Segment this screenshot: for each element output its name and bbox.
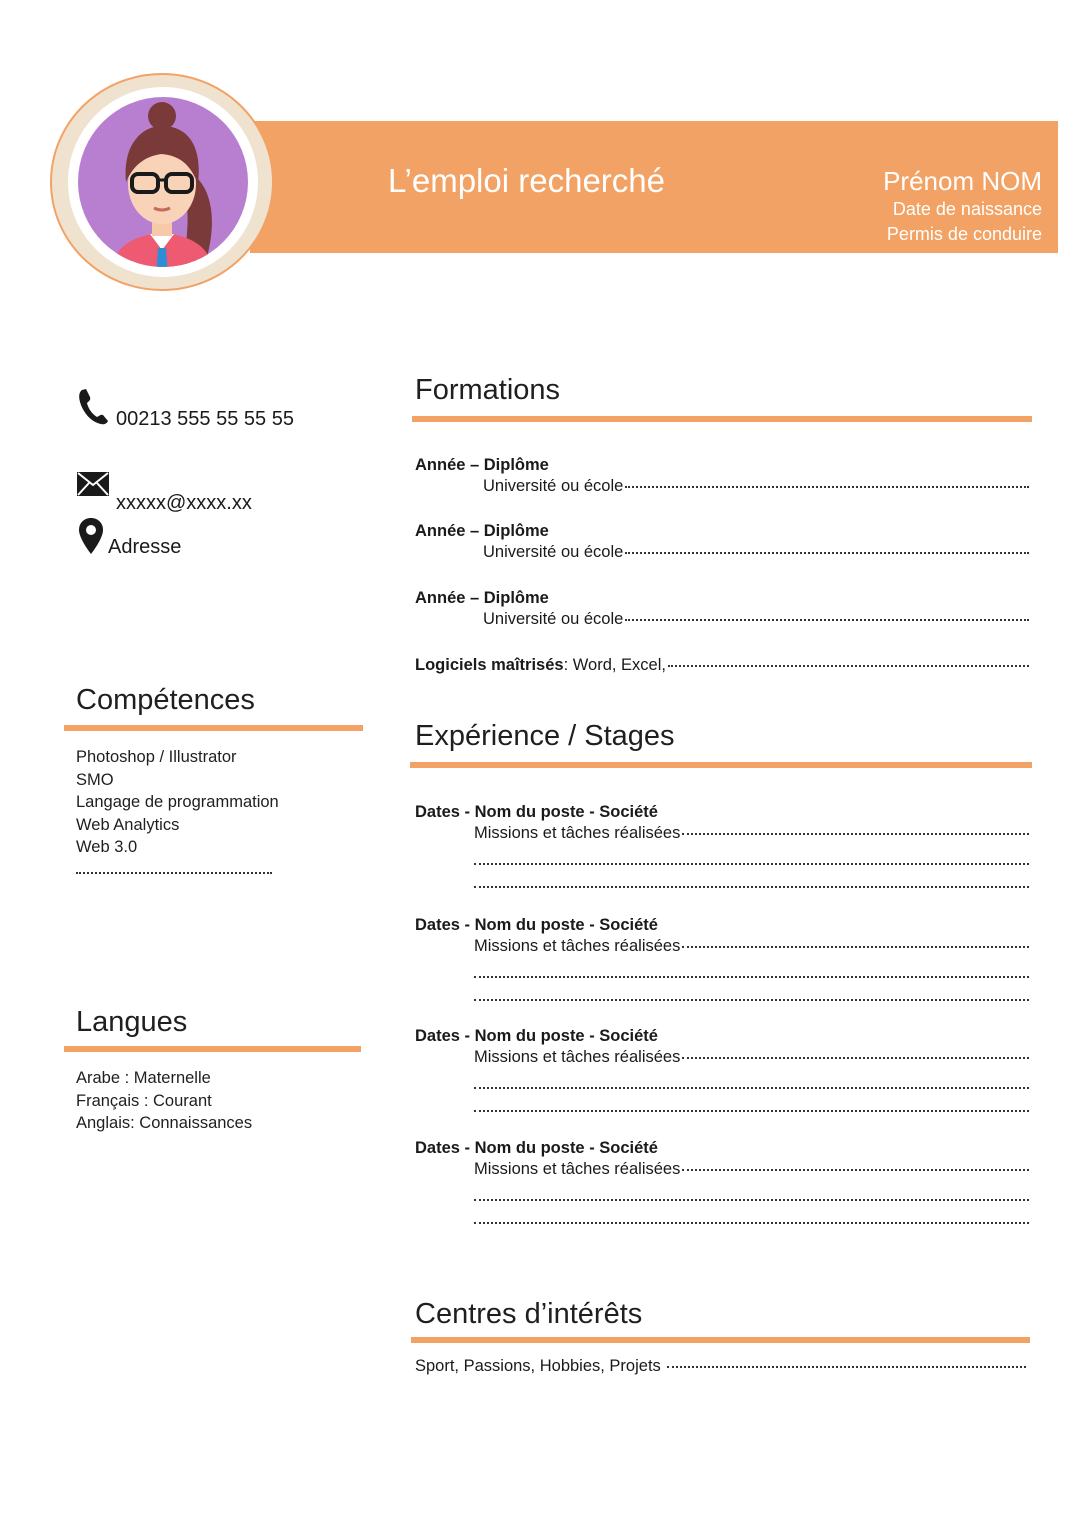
language-item: Arabe : Maternelle bbox=[76, 1069, 211, 1087]
envelope-icon bbox=[76, 467, 110, 501]
experience-role: - Nom du poste - Société bbox=[459, 803, 658, 821]
email-address: xxxxx@xxxx.xx bbox=[116, 492, 252, 514]
experience-dates: Dates bbox=[415, 803, 460, 821]
language-item: Français : Courant bbox=[76, 1091, 212, 1110]
avatar bbox=[50, 72, 275, 292]
experience-role: - Nom du poste - Société bbox=[459, 1139, 658, 1157]
experience-dates: Dates bbox=[415, 916, 460, 934]
experience-dates: Dates bbox=[415, 1027, 460, 1045]
map-pin-icon bbox=[76, 519, 106, 553]
experience-missions: Missions et tâches réalisées bbox=[474, 937, 681, 955]
experience-heading bbox=[415, 803, 1029, 822]
experience-missions-line bbox=[474, 1160, 1029, 1179]
experience-entry bbox=[415, 1027, 1029, 1112]
phone-icon bbox=[76, 390, 110, 424]
interests-text: Sport, Passions, Hobbies, Projets bbox=[415, 1357, 661, 1375]
education-entry bbox=[415, 522, 1029, 562]
interests-rule bbox=[411, 1337, 1030, 1343]
job-title: L’emploi recherché bbox=[388, 162, 665, 199]
education-heading: Année – Diplôme bbox=[415, 589, 549, 607]
skill-item: Langage de programmation bbox=[76, 793, 279, 811]
experience-rule bbox=[410, 762, 1032, 768]
experience-missions: Missions et tâches réalisées bbox=[474, 824, 681, 842]
education-heading: Année – Diplôme bbox=[415, 522, 549, 540]
language-item: Anglais: Connaissances bbox=[76, 1114, 253, 1132]
education-heading: Année – Diplôme bbox=[415, 456, 549, 474]
experience-role: - Nom du poste - Société bbox=[459, 916, 658, 934]
experience-missions-line bbox=[474, 824, 1029, 843]
contact-email bbox=[76, 452, 252, 515]
experience-entry bbox=[415, 916, 1029, 1001]
experience-dates: Dates bbox=[415, 1139, 460, 1157]
education-school-line bbox=[483, 543, 1029, 562]
experience-role: - Nom du poste - Société bbox=[459, 1027, 658, 1045]
experience-missions: Missions et tâches réalisées bbox=[474, 1048, 681, 1066]
languages-rule bbox=[64, 1046, 361, 1052]
dotted-line bbox=[474, 976, 1029, 978]
experience-missions-line bbox=[474, 1048, 1029, 1067]
skills-dotted-line bbox=[76, 872, 272, 874]
dotted-line bbox=[474, 1110, 1029, 1112]
education-entry bbox=[415, 456, 1029, 496]
education-entry bbox=[415, 589, 1029, 629]
full-name: Prénom NOM bbox=[883, 166, 1042, 196]
skill-item: Web Analytics bbox=[76, 815, 180, 834]
address: Adresse bbox=[108, 536, 182, 558]
dotted-line bbox=[474, 886, 1029, 888]
phone-number: 00213 555 55 55 55 bbox=[116, 408, 294, 430]
experience-entry bbox=[415, 803, 1029, 888]
education-school: Université ou école bbox=[483, 610, 624, 628]
identity-block bbox=[883, 165, 1042, 247]
software-label: Logiciels maîtrisés bbox=[415, 656, 564, 674]
dotted-line bbox=[474, 1222, 1029, 1224]
education-school: Université ou école bbox=[483, 543, 624, 561]
interests-title: Centres d’intérêts bbox=[415, 1298, 643, 1330]
dotted-line bbox=[474, 1087, 1029, 1089]
skill-item: Web 3.0 bbox=[76, 838, 138, 856]
software-value: : Word, Excel, bbox=[563, 656, 666, 674]
contact-phone bbox=[76, 382, 294, 431]
education-school-line bbox=[483, 477, 1029, 496]
interests-line bbox=[415, 1357, 1026, 1376]
experience-heading bbox=[415, 916, 1029, 935]
skills-title: Compétences bbox=[76, 684, 255, 716]
skills-list bbox=[76, 746, 279, 859]
experience-heading bbox=[415, 1027, 1029, 1046]
dotted-line bbox=[474, 999, 1029, 1001]
driving-license: Permis de conduire bbox=[886, 224, 1042, 244]
dotted-line bbox=[474, 1199, 1029, 1201]
experience-heading bbox=[415, 1139, 1029, 1158]
contact-address bbox=[76, 512, 181, 559]
experience-missions-line bbox=[474, 937, 1029, 956]
education-rule bbox=[412, 416, 1032, 422]
dotted-line bbox=[474, 863, 1029, 865]
experience-title: Expérience / Stages bbox=[415, 720, 675, 752]
experience-entry bbox=[415, 1139, 1029, 1224]
birth-date: Date de naissance bbox=[892, 199, 1042, 219]
languages-title: Langues bbox=[76, 1006, 188, 1038]
skills-rule bbox=[64, 725, 363, 731]
education-title: Formations bbox=[415, 374, 561, 406]
software-line bbox=[415, 656, 1029, 675]
languages-list bbox=[76, 1067, 252, 1135]
experience-missions: Missions et tâches réalisées bbox=[474, 1160, 681, 1178]
education-school-line bbox=[483, 610, 1029, 629]
skill-item: SMO bbox=[76, 770, 114, 789]
skill-item: Photoshop / Illustrator bbox=[76, 748, 237, 766]
education-school: Université ou école bbox=[483, 477, 624, 495]
